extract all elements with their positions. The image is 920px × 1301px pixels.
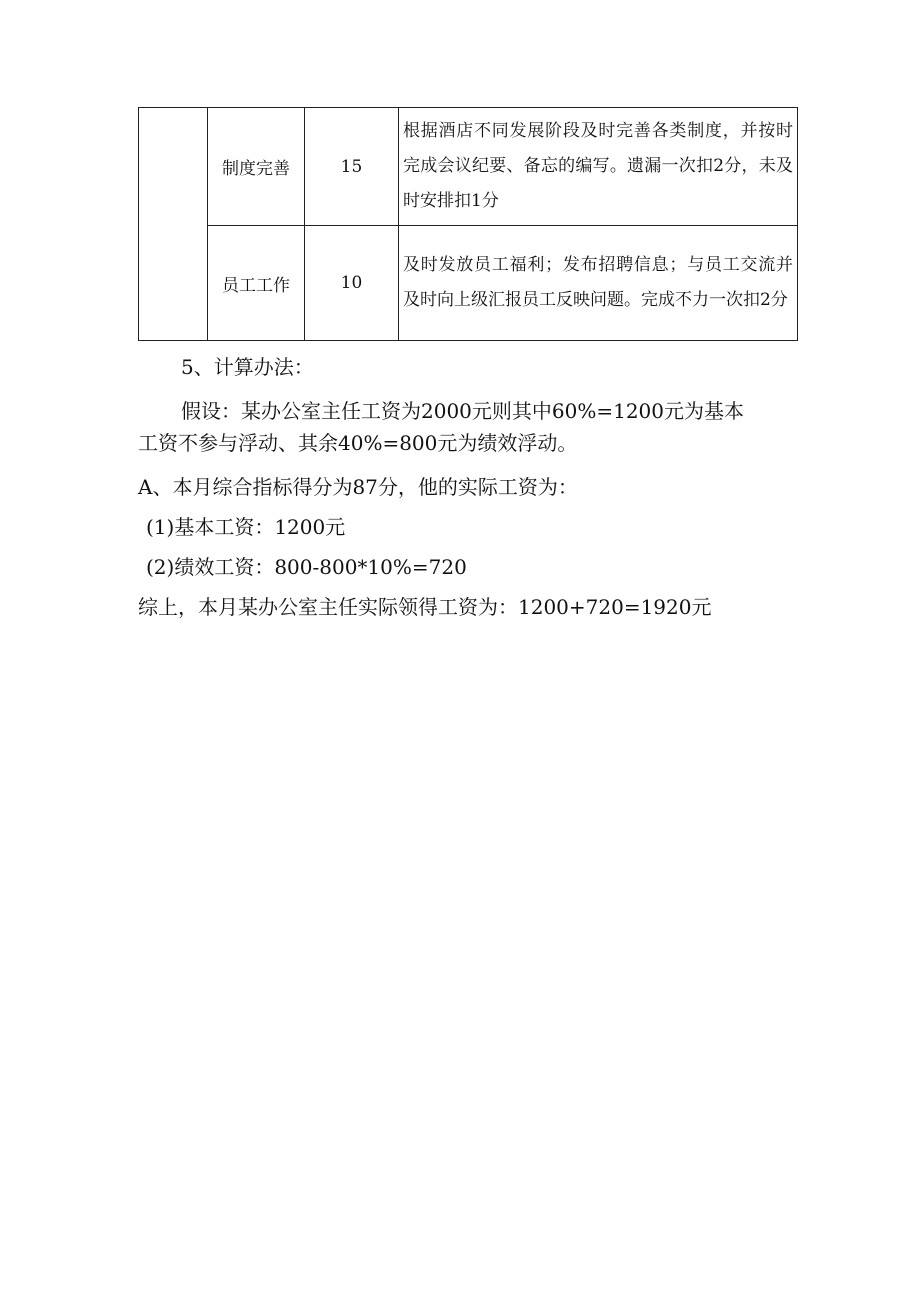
assumption-line-2: 工资不参与浮动、其余40%=800元为绩效浮动。 xyxy=(138,431,578,455)
description-cell: 根据酒店不同发展阶段及时完善各类制度，并按时完成会议纪要、备忘的编写。遗漏一次扣2分，未及时安排扣1分 xyxy=(399,108,798,226)
item-cell: 制度完善 xyxy=(208,108,305,226)
table-row xyxy=(139,226,798,341)
item-cell: 员工工作 xyxy=(208,226,305,341)
case-a-line: A、本月综合指标得分为87分，他的实际工资为： xyxy=(138,475,578,499)
assumption-line-1: 假设：某办公室主任工资为2000元则其中60%=1200元为基本 xyxy=(181,399,745,423)
description-cell: 及时发放员工福利；发布招聘信息；与员工交流并及时向上级汇报员工反映问题。完成不力一次扣2分 xyxy=(399,226,798,341)
section-heading: 5、计算办法： xyxy=(181,355,314,379)
score-cell: 15 xyxy=(305,108,399,226)
base-salary-line: (1)基本工资：1200元 xyxy=(146,515,346,539)
summary-line: 综上，本月某办公室主任实际领得工资为：1200+720=1920元 xyxy=(138,595,712,619)
assessment-table xyxy=(138,107,798,341)
performance-salary-line: (2)绩效工资：800-800*10%=720 xyxy=(146,555,467,579)
category-cell xyxy=(139,108,208,341)
score-cell: 10 xyxy=(305,226,399,341)
table-row xyxy=(139,108,798,226)
